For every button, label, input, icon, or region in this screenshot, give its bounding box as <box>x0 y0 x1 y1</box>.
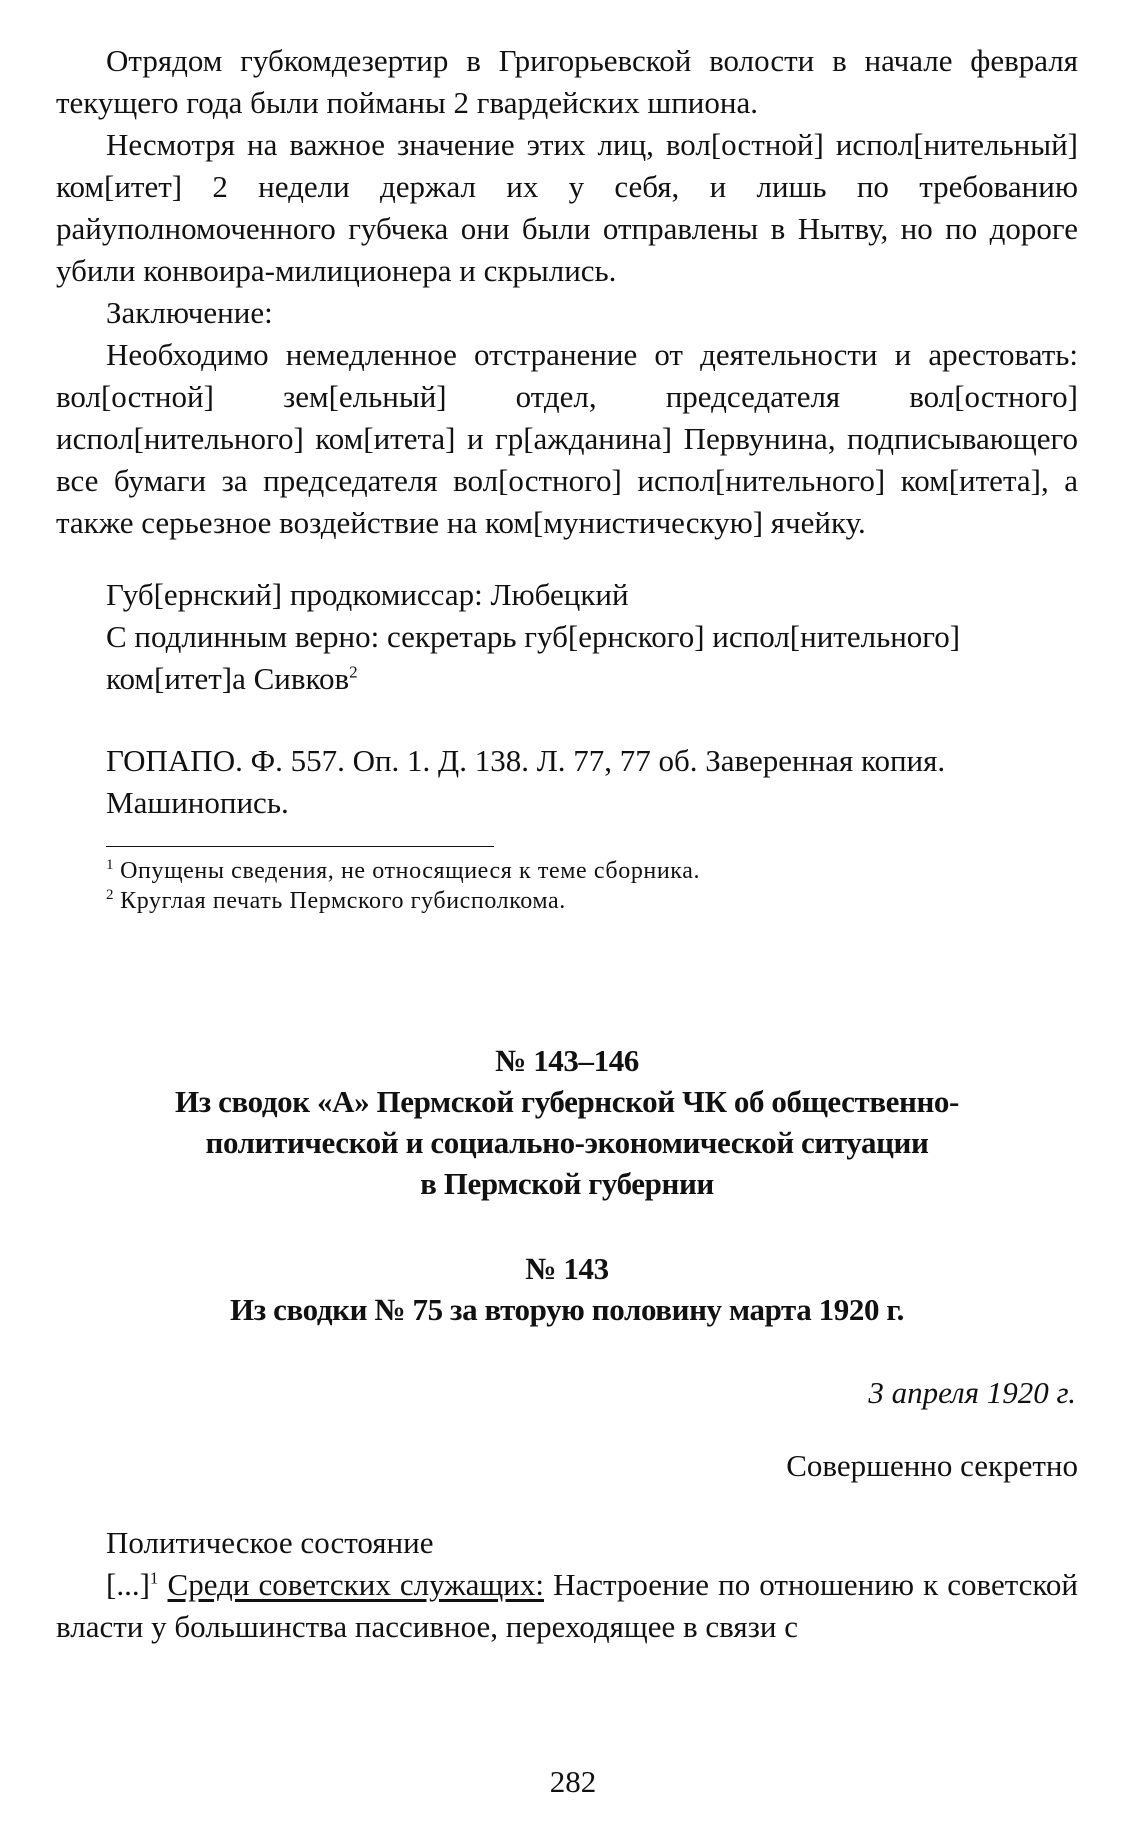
employees-heading: Среди советских служащих: <box>167 1567 544 1602</box>
paragraph-conclusion: Необходимо немедленное отстранение от деятельности и арестовать: вол[остной] зем[ельный] отдел, председателя вол[остного] испол[нительного] ком[итета] и гр[ажданина] Первунина, подписывающего все бумаги за председателя вол[остного] испол[нительного] ком[итета], а также серьезное воздействие на ком[мунистическую] ячейку. <box>56 337 1078 540</box>
paragraph-escape: Несмотря на важное значение этих лиц, вол[остной] испол[нительный] ком[итет] 2 недели держал их у себя, и лишь по требованию райуполномоченного губчека они были отправлены в Нытву, но по дороге убили конвоира-милиционера и скрылись. <box>56 127 1078 288</box>
final-section <box>56 1522 1078 1648</box>
footnote-ref-2: 2 <box>349 662 358 682</box>
footnote-ref-1: 1 <box>149 1568 159 1588</box>
archive-ref-line-1: ГОПАПО. Ф. 557. Оп. 1. Д. 138. Л. 77, 77 об. Заверенная копия. <box>106 743 946 778</box>
document-heading <box>56 1248 1078 1330</box>
page-number: 282 <box>549 1764 597 1799</box>
final-section-title: Политическое состояние <box>106 1525 434 1560</box>
archive-reference <box>56 740 1078 824</box>
signature-commissar: Губ[ернский] продкомиссар: Любецкий <box>106 577 629 612</box>
footnote-2-text: Круглая печать Пермского губисполкома. <box>120 888 566 914</box>
omission-marker: [...] <box>106 1567 150 1602</box>
signature-secretary <box>56 658 1078 700</box>
classification-label: Совершенно секретно <box>786 1448 1078 1483</box>
top-paragraphs <box>56 40 1078 544</box>
document-number: № 143 <box>525 1251 609 1286</box>
footnotes <box>106 856 700 916</box>
section-title-line-2: политической и социально-экономической ситуации <box>205 1125 929 1160</box>
section-title-line-3: в Пермской губернии <box>420 1166 714 1201</box>
footnote-1 <box>106 856 700 886</box>
section-number: № 143–146 <box>495 1043 639 1078</box>
final-section-paragraph <box>56 1564 1078 1648</box>
footnote-1-text: Опущены сведения, не относящиеся к теме сборника. <box>120 858 701 884</box>
document-date: 3 апреля 1920 г. <box>868 1375 1076 1410</box>
footnote-2-mark: 2 <box>106 887 115 903</box>
signature-block <box>56 574 1078 700</box>
footnote-1-mark: 1 <box>106 857 115 873</box>
paragraph-captured-spies: Отрядом губкомдезертир в Григорьевской волости в начале февраля текущего года были пойманы 2 гвардейских шпиона. <box>56 43 1078 120</box>
paragraph-conclusion-label: Заключение: <box>106 295 273 330</box>
document-title: Из сводки № 75 за вторую половину марта 1920 г. <box>230 1292 904 1327</box>
section-heading <box>56 1040 1078 1204</box>
footnote-divider <box>106 846 494 847</box>
footnote-2 <box>106 886 700 916</box>
signature-verified: С подлинным верно: секретарь губ[ернского] испол[нительного] <box>106 619 961 654</box>
employees-text: Настроение по отношению к советской власти у большинства пассивное, переходящее в связи с <box>56 1567 1078 1644</box>
archive-ref-line-2: Машинопись. <box>106 785 289 820</box>
signature-secretary-text: ком[итет]а Сивков <box>106 661 350 696</box>
section-title-line-1: Из сводок «А» Пермской губернской ЧК об общественно- <box>175 1084 959 1119</box>
